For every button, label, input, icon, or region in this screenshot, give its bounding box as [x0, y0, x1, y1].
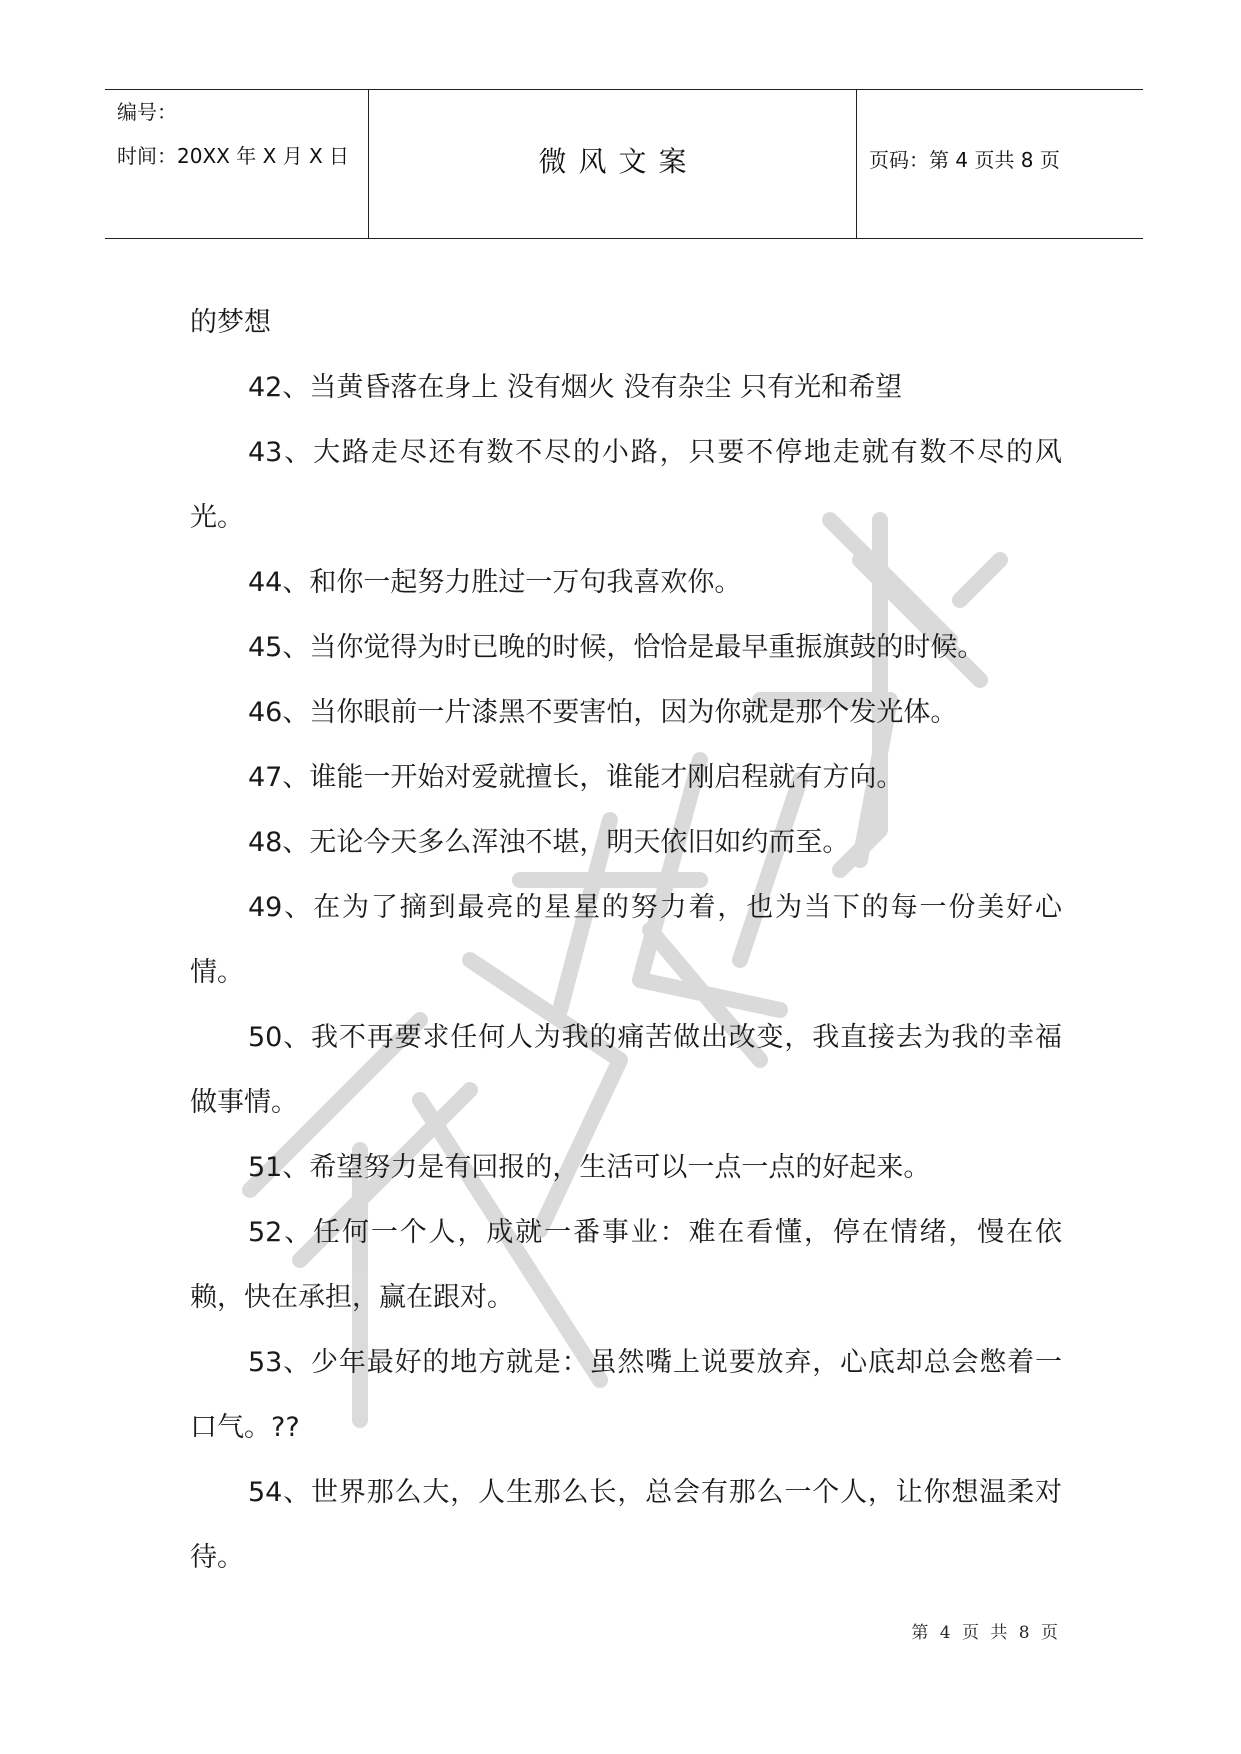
- page-code-label: 页码：第 4 页共 8 页: [869, 148, 1060, 172]
- paragraph: 53、少年最好的地方就是：虽然嘴上说要放弃，心底却总会憋着一口气。??: [190, 1347, 1062, 1443]
- paragraph: 49、在为了摘到最亮的星星的努力着，也为当下的每一份美好心情。: [190, 892, 1062, 988]
- paragraph: 43、大路走尽还有数不尽的小路，只要不停地走就有数不尽的风光。: [190, 437, 1062, 533]
- paragraph: 48、无论今天多么浑浊不堪，明天依旧如约而至。: [248, 827, 850, 858]
- document-time-label: 时间：20XX 年 X 月 X 日: [117, 144, 350, 168]
- document-number-label: 编号：: [117, 100, 177, 124]
- paragraph: 45、当你觉得为时已晚的时候，恰恰是最早重振旗鼓的时候。: [248, 632, 985, 663]
- paragraph: 50、我不再要求任何人为我的痛苦做出改变，我直接去为我的幸福做事情。: [190, 1022, 1062, 1118]
- paragraph: 的梦想: [190, 307, 271, 338]
- header-left-cell: [105, 90, 369, 238]
- paragraph: 47、谁能一开始对爱就擅长，谁能才刚启程就有方向。: [248, 762, 904, 793]
- document-title: 微风文案: [538, 145, 699, 178]
- header-middle-cell: [369, 90, 857, 238]
- paragraph: 42、当黄昏落在身上 没有烟火 没有杂尘 只有光和希望: [248, 372, 903, 403]
- header-table: [105, 89, 1143, 239]
- paragraph: 46、当你眼前一片漆黑不要害怕，因为你就是那个发光体。: [248, 697, 958, 728]
- header-right-cell: [857, 90, 1143, 238]
- paragraph: 51、希望努力是有回报的，生活可以一点一点的好起来。: [248, 1152, 931, 1183]
- paragraph: 44、和你一起努力胜过一万句我喜欢你。: [248, 567, 742, 598]
- document-body: [190, 290, 1062, 1590]
- paragraph: 52、任何一个人，成就一番事业：难在看懂，停在情绪，慢在依赖，快在承担，赢在跟对。: [190, 1217, 1062, 1313]
- page-footer: 第 4 页 共 8 页: [911, 1623, 1061, 1643]
- paragraph: 54、世界那么大，人生那么长，总会有那么一个人，让你想温柔对待。: [190, 1477, 1062, 1573]
